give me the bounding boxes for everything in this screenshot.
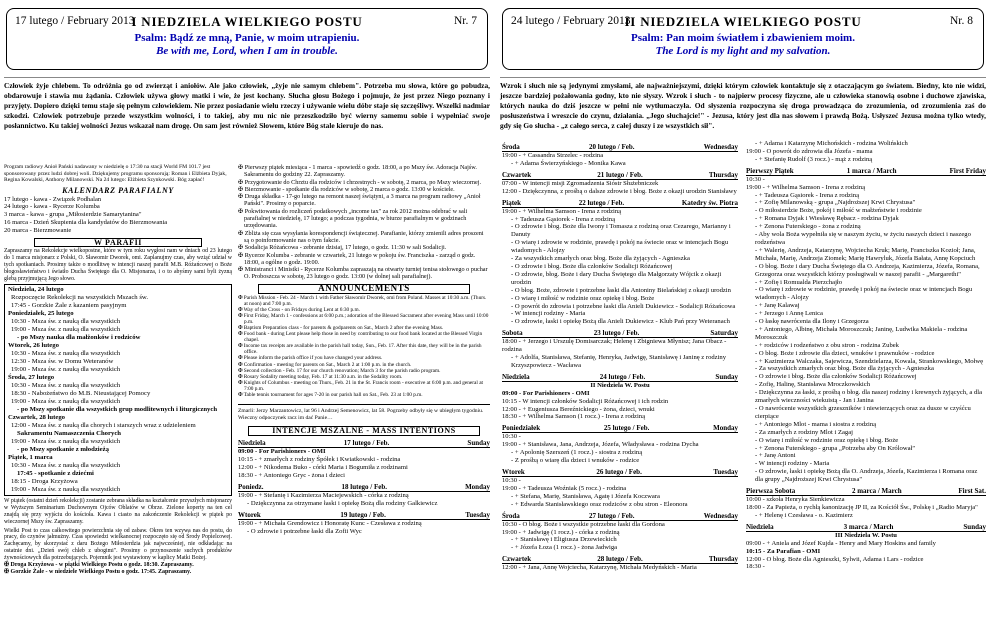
intention-day-row xyxy=(502,199,738,208)
schedule-day: Wtorek, 26 lutego xyxy=(8,342,59,350)
day-english: Wednesday xyxy=(703,143,738,151)
schedule-item: 18:15 - Droga Krzyżowa xyxy=(11,478,78,486)
calendar-item: 3 marca - kawa - grupa „Miłosierdzie Samarytanina" xyxy=(4,211,142,219)
intention-day-row xyxy=(746,487,986,496)
day-name: Niedziela xyxy=(238,438,266,447)
intention-item: - O zdrowie i błog. Boże dla członków Sodalicji Różańcowej xyxy=(511,262,673,270)
day-english: Monday xyxy=(465,482,490,491)
day-name: Czwartek xyxy=(502,555,532,564)
retreat-collection-note: W piątek (ostatni dzień rekolekcji) zostanie zebrana składka na kształcenie przyszłych misjonarzy w Wyższym Seminarium Duchownym Ojców Oblatów w Obrze. Zielone koperty na ten cel znajdą się przy wyjściu do kościoła. Kawa i ciasto na zakończenie Rekolekcji w piątek po wieczornej Mszy św. Zapraszamy. xyxy=(4,498,232,525)
intention-item: - + Antoniego Mlot - mama i siostra z rodziną xyxy=(755,420,877,428)
intention-item: - + Zofię Milanowską - grupa „Najdroższej Krwi Chrystusa" xyxy=(755,199,916,207)
left-column xyxy=(4,164,232,640)
schedule-highlight: 17:45 - spotkanie z dziećmi xyxy=(17,470,94,478)
intention-item: 18:30 - + Antoniego Gryc - żona i dzieci xyxy=(238,471,345,479)
intention-item: 19:00 - + Wilhelma Samson - Irena z rodziną xyxy=(746,183,866,191)
intention-item: 12:00 - + Nikodema Buko - córki Maria i Bogumiła z rodzinami xyxy=(238,463,408,471)
intention-item: 19:00 - + Michała Grendowicz i Honoratę Kunc - Czesława z rodziną xyxy=(238,519,422,527)
schedule-item: 12:00 - Msza św. z nauką dla chorych i starszych wraz z udzieleniem xyxy=(11,422,196,430)
announcement-item: ✠ Table tennis tournament for ages 7-20 in our parish hall on Sat., Feb. 23 at 1:00 p.m. xyxy=(238,392,423,399)
day-date: 3 marca / March xyxy=(843,522,894,531)
bulletin-header xyxy=(6,8,488,70)
intention-item: - O miłosierdzie Boże, pokój i miłość w małżeństwie i rodzinie xyxy=(755,207,922,215)
bulletin-header xyxy=(502,8,984,70)
intention-item: - + rodziców i rodzeństwo z obu stron - rodzina Zubek xyxy=(755,341,899,349)
day-english: First Friday xyxy=(949,166,986,175)
intention-day-row xyxy=(238,439,490,448)
announcement-item: ✠ Please inform the parish office if you have changed your address. xyxy=(238,355,383,362)
intention-day-row xyxy=(502,373,738,382)
psalm-english: Be with me, Lord, when I am in trouble. xyxy=(156,45,338,57)
schedule-day: Piątek, 1 marca xyxy=(8,454,53,462)
lent-devotions xyxy=(4,562,232,576)
announcement-item: ✠ Second collection - Feb. 17 for our church renovation; March 3 for the parish radio program. xyxy=(238,367,441,374)
schedule-highlight: - po Mszy spotkanie dla wszystkich grup modlitewnych i liturgicznych xyxy=(17,406,218,414)
day-name: Środa xyxy=(502,143,520,151)
intention-item: 10:30 - O błog. Boże i wszystkie potrzebne łaski dla Gordona xyxy=(502,520,665,528)
day-english: Saturday xyxy=(710,329,738,338)
intention-item: - + Edwarda Stanisławskiego oraz rodziców z obu stron - Eleonora xyxy=(511,500,688,508)
intention-item: - + Zofię i Romualda Pierzchajło xyxy=(755,278,843,286)
schedule-item: 10:30 - Msza św. z nauką dla wszystkich xyxy=(11,462,121,470)
announcements-list xyxy=(238,295,490,399)
intention-item: 12:00 - + Jana, Annę Wojciecha, Katarzynę, Michała Medyńskich - Maria xyxy=(502,564,697,572)
intention-item: - O błog. Boże, zdrowie i potrzebne łaski dla Antoniny Bielańskiej z okazji urodzin xyxy=(511,286,731,294)
intention-item: - + Janę Kalawaj xyxy=(755,302,800,310)
intention-item: - O wiarę i miłość w rodzinie oraz opiekę i błog. Boże xyxy=(511,294,655,302)
intention-item: - O zdrowie i potrzebne łaski dla Zofii Wyc xyxy=(247,527,362,535)
mass-intentions-column-a xyxy=(502,140,738,640)
day-name: Wtorek xyxy=(238,510,261,519)
psalm-english: The Lord is my light and my salvation. xyxy=(655,45,831,57)
right-column xyxy=(238,164,490,640)
intention-item: - + Janę Antoni xyxy=(755,452,796,460)
day-english: Tuesday xyxy=(465,510,490,519)
announcement-item: ✠ Bierzmowanie - spotkanie dla rodziców w sobotę, 2 marca o godz. 13:00 w kościele. xyxy=(238,185,455,193)
intention-item: 19:00 - + Jadwigę (1 rocz.) - córka z rodziną xyxy=(502,528,620,536)
intention-item: - O nawrócenie wszystkich grzeszników i niewierzących oraz za dusze w czyśćcu cierpiące xyxy=(755,405,971,420)
intention-item: - Aby wola Boża wypełniła się w naszym życiu, w życiu naszych dzieci i naszego rodzeństwa xyxy=(755,231,971,246)
intention-item: 10:15 - Za Parafian - OMI xyxy=(746,547,821,555)
deceased-note: Zmarli: Jerzy Marzantowicz, lat 96 i Andrzej Semenowicz, lat 58. Pogrzeby odbyły się w ubiegłym tygodniu. Wieczny odpoczynek racz im dać Panie… xyxy=(238,404,490,422)
devotion-item: ✠ Gorzkie Żale - w niedziele Wielkiego Postu o godz. 17:45. Zapraszamy. xyxy=(4,568,192,575)
intention-item: - O wiarę i miłość w rodzinie oraz opiekę i błog. Boże xyxy=(755,436,899,444)
intention-item: 10:15 - W intencji członków Sodalicji Różańcowej i ich rodzin xyxy=(502,397,669,405)
day-name: Piątek xyxy=(502,198,522,207)
polish-announcements xyxy=(238,164,490,281)
intention-item: 09:00 - For Parishioners - OMI xyxy=(238,447,326,455)
retreat-schedule xyxy=(4,284,232,496)
announcement-item: ✠ Rycerze Kolumba - zebranie w czwartek, 21 lutego w pokoju św. Franciszka - zarząd o godz. 18:00, a ogólne o godz. 19:00. xyxy=(238,251,476,266)
mass-intentions-list xyxy=(238,439,490,536)
announcement-item: ✠ Przygotowanie do Chrztu dla rodziców i chrzestnych - w sobotę, 2 marca, po Mszy wieczornej. xyxy=(238,178,481,186)
intention-item: - O wiarę i zdrowie w rodzinie, prawdę i pokój na świecie oraz w intencjach Bogu wiadomych - Alojzy xyxy=(511,239,729,255)
calendar-item: 16 marca - Dzień Skupienia dla kandydatów do Bierzmowania xyxy=(4,218,168,226)
bulletin-page-nr8 xyxy=(496,0,992,642)
calendar-item: 20 marca - Bierzmowanie xyxy=(4,226,72,234)
radio-program-note: Program radiowy Anioł Pański nadawany w niedzielę o 17:30 na stacji World FM 101.7 jest sponsorowany przez ludzi dobrej woli. Dziękujemy programu sponsorują: Roman i Elżbieta Dyjak, Regina Kowalski, Anthony Milanowski. Na 24 lutego: Elżbieta Szynkowski. Bóg zapłać! xyxy=(4,164,227,184)
intention-item: - + Józefa Łoza (1 rocz.) - żona Jadwiga xyxy=(511,544,618,552)
announcement-item: ✠ Rosary Sodality meeting today, Feb. 17 at 11:30 a.m. in the Sodality room. xyxy=(238,373,403,380)
intention-item: - O zdrowie, łaski i opiekę Bożą dla O. Andrzeja, Józefa, Kazimierza i Romana oraz dla grupy „Najdroższej Krwi Chrystusa" xyxy=(755,468,978,484)
bulletin-date: 24 lutego / February 2013 xyxy=(511,15,631,27)
intention-item: 10:30 - xyxy=(746,175,765,183)
day-english: Sunday xyxy=(963,522,986,531)
intention-item: - + Zenona Futerskiego - grupa „Potrzeba aby On Królował" xyxy=(755,444,916,452)
day-english: Wednesday xyxy=(703,511,738,520)
retreat-note: Zapraszamy na Rekolekcje wielkopostne, które w tym roku wygłosi nam w dniach od 23 lutego do 1 marca misjonarz z Polski, O. Sławomir Dworek, omi. Zaplanujmy czas, aby wziąć udział w tych spotkaniach. Prosimy także o modlitwę w intencji naszej parafii M.B. Różańcowej o Boże błogosławieństwo i światło Ducha Świętego dla O. Misjonarza, i o to abyśmy sami byli żyzną glebą przyjmującą Jego słowo. xyxy=(4,248,232,282)
day-name: Pierwsza Sobota xyxy=(746,487,796,496)
intention-item: - O błog. Boże i zdrowie dla dzieci, wnuków i prawnuków - rodzice xyxy=(755,349,935,357)
schedule-item: 18:30 - Nabożeństwo do M.B. Nieustającej Pomocy xyxy=(11,390,151,398)
day-date: 26 lutego / Feb. xyxy=(596,468,642,476)
intention-day-row xyxy=(502,329,738,338)
schedule-day: Poniedziałek, 25 lutego xyxy=(8,310,74,318)
intention-item: - + Adama Świerzyńskiego - Monika Kawa xyxy=(511,159,626,167)
intention-item: - + Tadeusza Gąsiorek - Irena z rodziną xyxy=(755,191,860,199)
schedule-item: 10:30 - Msza św. z nauką dla wszystkich xyxy=(11,382,121,390)
day-name: Poniedziałek xyxy=(502,424,541,433)
day-english: Sunday xyxy=(715,372,738,381)
intention-item: - O zdrowie i błog. Boże dla Iwony i Tomasza z rodziną oraz Cezarego, Marianny i Danuty xyxy=(511,223,731,239)
intention-item: - O wiarę i zdrowie w rodzinie, prawdę i pokój na świecie oraz w intencjach Bogu wiadomych - Alojzy xyxy=(755,286,973,302)
intention-item: 10:15 - + zmarłych z rodziny Śpółek i Kwiatkowski - rodzina xyxy=(238,455,401,463)
day-english: Sunday xyxy=(467,438,490,447)
day-date: 23 lutego / Feb. xyxy=(593,329,640,338)
intention-item: - + Apolonię Szerszeń (1 rocz.) - siostra z rodziną xyxy=(511,449,643,457)
intention-item: 18:30 - xyxy=(746,563,765,571)
day-name: Środa xyxy=(502,511,520,520)
parish-section-title: W PARAFII xyxy=(34,238,202,248)
intention-item: - Za zmarłych z rodziny Mlot i Zagaj xyxy=(755,428,853,436)
intention-item: - O zdrowie, błog. Boże i dary Ducha Świętego dla Małgorzaty Wójcik z okazji urodzin xyxy=(511,270,722,286)
intention-item: - Za wszystkich zmarłych oraz błog. Boże dla żyjących - Agnieszka xyxy=(755,365,934,373)
intention-item: - O zdrowie, łaski i opiekę Bożą dla Anieli Dukiewicz - Klub Pań przy Weteranach xyxy=(511,318,730,326)
intention-item: 09:00 - + Aniela and Józef Kujda - Henry and Mary Hoskins and family xyxy=(746,539,936,547)
intention-item: - W intencji rodziny - Maria xyxy=(755,460,830,468)
intention-day-row xyxy=(502,143,738,152)
schedule-day: Środa, 27 lutego xyxy=(8,374,55,382)
day-date: 17 lutego / Feb. xyxy=(343,438,390,447)
day-english: Thursday xyxy=(708,170,738,179)
schedule-item: 19:00 - Msza św. z nauką dla wszystkich xyxy=(11,486,121,494)
intention-day-row xyxy=(502,555,738,564)
day-date: 25 lutego / Feb. xyxy=(603,424,650,433)
intention-item: - Zofię, Halinę, Stanisława Mroczkowskich xyxy=(755,381,870,389)
intention-item: - O powrót do zdrowia i potrzebne łaski dla Anieli Dukiewicz - Sodalicji Różańcowa xyxy=(511,302,736,310)
intention-item: 10:30 - xyxy=(502,477,521,484)
day-date: 18 lutego / Feb. xyxy=(341,482,388,491)
announcement-item: ✠ Knights of Columbus - meeting on Thurs., Feb. 21 in the St. Francis room - executive at 6:00 p.m. and general at 7:00 p.m. xyxy=(238,379,484,392)
day-english: First Sat. xyxy=(958,487,986,496)
schedule-item: 10:30 - Msza św. z nauką dla wszystkich xyxy=(11,318,121,326)
intention-item: - + Antoniego, Albinę, Michała Moroszczuk; Janinę, Ludwika Makiela - rodzina Moroszczuk xyxy=(755,325,968,341)
intention-item: - + Adolfa, Stanisława, Stefanię, Henryka, Jadwigę, Stanisławę i Janinę z rodziny Krzyszpowiecz - Wacława xyxy=(511,354,727,369)
announcement-item: ✠ Parish Mission - Feb. 24 - March 1 with Father Sławomir Dworek, omi from Poland. Masses at 10:30 a.m. (Thurs. at noon) and 7:00 p.m. xyxy=(238,294,487,307)
intention-item: - Dziękczynna za łaski, z prośbą o błog. dla naszej rodziny i krewnych żyjących, a dla zmarłych wieczności wiekuistą - Jan i Janina xyxy=(755,389,983,405)
intention-item: - + Romana Dyjak i Wiesławę Rębacz - rodzina Dyjak xyxy=(755,215,899,223)
bulletin-date: 17 lutego / February 2013 xyxy=(15,15,135,27)
intention-item: 19:00 - + Stefanię i Kazimierza Maciejewskich - córka z rodziną xyxy=(238,491,409,499)
announcement-item: ✠ Food bank - during Lent please help those in need by contributing to our food bank located at the Blessed Virgin chapel. xyxy=(238,331,483,344)
calendar-item: 24 lutego - kawa - Rycerze Kolumba xyxy=(4,203,100,211)
announcement-item: ✠ Ministranci i Ministki - Rycerze Kolumba zapraszają na otwarty turniej tenisa stołowego o puchar O. Proboszcza w sobotę, 23 lutego o godz. 13:00 (w dolnej sali parafialnej). xyxy=(238,266,488,281)
intention-item: 10:00 - szkoła Henryka Sienkiewicza xyxy=(746,496,845,504)
intention-item: 12:00 - Dziękczynna, z prośbą o dalsze zdrowie i błog. Boże z okazji urodzin Stanisławy xyxy=(502,187,737,195)
intention-day-row xyxy=(238,483,490,492)
intention-item: 18:00 - + Jerzego i Urszulę Domisarczak; Helenę i Zbigniewa Młynisz; Jana Obacz - rodzina xyxy=(502,338,727,354)
schedule-item: 19:00 - Msza św. z nauką dla wszystkich xyxy=(11,438,121,446)
announcement-item: ✠ Pierwszy piątek miesiąca - 1 marca - spowiedź o godz. 18:00, a po Mszy św. Adoracja Najśw. Sakramentu do godziny 22. Zapraszamy. xyxy=(238,164,477,179)
intention-day-row xyxy=(502,468,738,477)
announcement-item: ✠ First Friday, March 1 - confessions at 6:00 p.m.; adoration of the Blessed Sacrament after evening Mass until 10:00 p.m. xyxy=(238,312,489,325)
day-english: Thursday xyxy=(708,555,738,564)
intention-item: 07:00 - W intencji misji Zgromadzenia Sióstr Służebniczek xyxy=(502,179,659,187)
day-name: Poniedz. xyxy=(238,482,264,491)
schedule-item: 10:30 - Msza św. z nauką dla wszystkich xyxy=(11,350,121,358)
schedule-item: 19:00 - Msza św. z nauką dla wszystkich xyxy=(11,326,121,334)
lent-note: Wielki Post to czas całkowitego powierzchnia się od zabaw. Okres ten wzywa nas do postu, do pracy, do czynów jałmużny. Czas spowiedzi wielkanocnej rozpoczęto się od Środy Popielcowej. Zachęcamy, by skorzystać z daru Bożego Miłosierdzia jak najwcześniej, nie odkładając na ostatnie dni. „Dzień swój chleb z ubogimi". Prosimy o przynoszenie suchych produktów żywnościowych dla potrzebujących. Pojemnik jest wystawiony w kaplicy Matki Bożej. xyxy=(4,527,232,561)
bulletin-title: I NIEDZIELA WIELKIEGO POSTU xyxy=(131,14,363,29)
day-date: 27 lutego / Feb. xyxy=(589,511,635,520)
day-date: 19 lutego / Feb. xyxy=(340,510,386,519)
schedule-highlight: - po Mszy nauka dla małżonków i rodziców xyxy=(17,334,141,342)
schedule-item: Rozpoczęcie Rekolekcji na wszystkich Mszach św. xyxy=(11,294,148,302)
intention-day-row xyxy=(502,512,738,521)
intention-item: 12:00 - + Eugeniusza Bereźnickiego - żona, dzieci, wnuki xyxy=(502,405,655,413)
bulletin-number: Nr. 7 xyxy=(454,15,477,27)
bulletin-title: II NIEDZIELA WIELKIEGO POSTU xyxy=(624,14,862,29)
intention-item: - O błog. Boże i dary Ducha Świętego dla O. Andrzeja, Kazimierza, Józefa, Romana, Grzegorza oraz wszystkich którzy posługiwali w naszej parafii - „Margarethi" xyxy=(755,262,980,278)
announcement-item: ✠ Baptism Preparation class - for parents & godparents on Sat., March 2 after the evening Mass. xyxy=(238,325,444,332)
intention-item: 12:00 - O błog. Boże dla Agnieszki, Sylwii, Adama i Lars - rodzice xyxy=(746,555,924,563)
announcement-item: ✠ Way of the Cross - on Fridays during Lent at 6:30 p.m. xyxy=(238,306,360,313)
day-date: 20 lutego / Feb. xyxy=(589,143,635,151)
intention-item: 19:00 - + Tadeusza Woźniak (5 rocz.) - rodzina xyxy=(502,484,627,492)
intention-item: - + Helenę i Czesława - o. Kazimierz xyxy=(755,511,853,519)
intention-item: - + Zenona Futerskiego - żona z rodziną xyxy=(755,223,861,231)
intention-item: - + Tadeusza Gąsiorek - Irena z rodziną xyxy=(511,215,616,223)
day-date: 24 lutego / Feb. xyxy=(599,372,646,381)
intention-item: - Z prośbą o wiarę dla dzieci i wnuków - rodzice xyxy=(511,457,640,465)
schedule-highlight: - po Mszy spotkanie z młodzieżą xyxy=(17,446,109,454)
intention-item: 19:00 - O powrót do zdrowia dla Józefa - mama xyxy=(746,147,873,155)
schedule-item: 19:00 - Msza św. z nauką dla wszystkich xyxy=(11,398,121,406)
intention-item: - W intencji rodziny - Maria xyxy=(511,310,586,318)
day-name: Czwartek xyxy=(502,170,532,179)
schedule-item: 19:00 - Msza św. z nauką dla wszystkich xyxy=(11,366,121,374)
day-date: 22 lutego / Feb. xyxy=(578,198,625,207)
liturgical-day: II Niedziela W. Postu xyxy=(590,381,650,389)
day-name: Niedziela xyxy=(502,372,530,381)
day-name: Sobota xyxy=(502,329,523,338)
intention-item: - + Jerzego i Annę Lenica xyxy=(755,310,823,318)
intention-item: 19:00 - + Stanisława, Jana, Andrzeja, Józefa, Władysława - rodzina Dycha xyxy=(502,441,699,449)
intention-item: - + Adama i Katarzynę Michońskich - rodzina Wolińskich xyxy=(755,140,908,147)
announcement-item: ✠ Zbliża się czas wysyłania korespondencji świątecznej. Parafianie, którzy zmienili adres proszeni są o poinformowanie nas o tym fakcie. xyxy=(238,229,484,244)
intention-item: 18:00 - Za Papieża, o rychłą kanonizację JP II, za Kościół Św., Polskę i „Radio Maryja" xyxy=(746,503,978,511)
intention-item: - O zdrowie i błog. Boże dla członków Sodalicji Różańcowej xyxy=(755,373,917,381)
day-date: 1 marca / March xyxy=(846,166,897,175)
announcement-item: ✠ Druga składka - 17-go lutego na remont naszej świątyni, a 3 marca na program radiowy „Anioł Pański". Prosimy o poparcie. xyxy=(238,193,481,208)
intention-day-row xyxy=(502,171,738,180)
schedule-day: Czwartek, 28 lutego xyxy=(8,414,66,422)
intention-day-row xyxy=(746,523,986,532)
announcement-item: ✠ Confirmation - meeting for parents on Sat., March 2 at 1:00 p.m. in the church. xyxy=(238,361,412,368)
intention-item: - O łaskę nawrócenia dla Ilony i Grzegorza xyxy=(755,318,869,326)
intention-day-row xyxy=(502,424,738,433)
calendar-title: KALENDARZ PARAFIALNY xyxy=(62,185,174,195)
intention-item: 18:30 - + Wilhelma Samson (1 rocz.) - Irena z rodziną xyxy=(502,413,646,421)
announcement-item: ✠ Sodalicja Różańcowa - zebranie dzisiaj, 17 lutego, o godz. 11:30 w sali Sodalicji. xyxy=(238,244,447,252)
day-date: 21 lutego / Feb. xyxy=(597,170,643,179)
intention-item: - Dziękczynna za otrzymane łaski i opiekę Bożą dla rodziny Galkiewicz xyxy=(247,499,438,507)
schedule-item: 17:45 - Gorzkie Żale z kazaniem pasyjnym xyxy=(11,302,127,310)
day-english: Monday xyxy=(713,424,738,433)
schedule-day: Niedziela, 24 lutego xyxy=(8,286,64,294)
day-english: Katedry św. Piotra xyxy=(681,198,738,207)
intention-item: - + Stefana, Marię, Stanisława, Agatę i Józefa Koczwara xyxy=(511,492,660,500)
mass-intentions-title: INTENCJE MSZALNE - MASS INTENTIONS xyxy=(248,426,480,436)
schedule-highlight: Sakramentu Namaszczenia Chorych xyxy=(17,430,122,438)
intention-item: - + Stanisławę i Eligiusza Drzewieckich xyxy=(511,536,617,544)
intention-item: 10:30 - xyxy=(502,433,521,441)
day-name: Niedziela xyxy=(746,522,774,531)
intention-item: - + Walerię, Andrzeja, Katarzynę, Wojciecha Kruk; Marię, Franciszka Kozioł; Jana, Michała, Marię, Andrzeja Ziomek; Marię Hawryluk, Józefa Bałata, Annę Kopciuch xyxy=(755,246,976,262)
liturgical-day: III Niedziela W. Postu xyxy=(835,531,897,539)
intention-item: 19:00 - + Cassandra Strzelec - rodzina xyxy=(502,152,604,159)
calendar-item: 17 lutego - kawa - Związek Podhalan xyxy=(4,195,102,203)
intention-item: - Za wszystkich zmarłych oraz błog. Boże dla żyjących - Agnieszka xyxy=(511,255,690,263)
announcements-title: ANNOUNCEMENTS xyxy=(258,284,470,294)
day-date: 2 marca / March xyxy=(851,487,902,496)
day-date: 28 lutego / Feb. xyxy=(597,555,643,564)
psalm-polish: Psalm: Pan moim światłem i zbawieniem moim. xyxy=(631,32,855,44)
devotion-item: ✠ Droga Krzyżowa - w piątki Wielkiego Postu o godz. 18:30. Zapraszamy. xyxy=(4,561,194,568)
intention-item: - + Stefanię Rudolf (3 rocz.) - mąż z rodziną xyxy=(755,155,873,163)
intention-item: 09:00 - For Parishioners - OMI xyxy=(502,389,590,397)
psalm-polish: Psalm: Bądź ze mną, Panie, w moim utrapieniu. xyxy=(134,32,360,44)
announcement-item: ✠ Pokwitowania do rozliczeń podatkowych „income tax" za rok 2012 można odebrać w sali parafialnej w niedzielę, 17 lutego; a podczas tygodnia, w biurze parafialnym w godzinach urzędowania. xyxy=(238,207,468,230)
mass-intentions-column-b xyxy=(746,140,986,640)
day-name: Wtorek xyxy=(502,468,525,476)
calendar-list xyxy=(4,196,232,235)
intention-item: 19:00 - + Wilhelma Samson - Irena z rodziną xyxy=(502,207,622,215)
announcement-item: ✠ Income tax receipts are available in the parish hall today, Sun., Feb. 17. After this date, they will be in the parish office. xyxy=(238,343,482,356)
intro-reflection: Człowiek żyje chlebem. To odróżnia go od zwierząt i aniołów. Ale jako człowiek, „żyje nie samym chlebem". Potrzeba mu słowa, które go pobudza, obdarowuje i stawia mu żądania. Człowiek używa głowy matki i wie, że jest kochany. Słucha głosu Bożego i pojmuje, że jest przez Niego poznany i przyjęty. Dopiero dzięki temu staje się pełnym człowiekiem. Nie przez posiadanie wielu rzeczy i używanie wielu dóbr staje się szczęśliwy. Wszelki nadmiar szkodzi. Człowiek potrzebuje przede wszystkim wolności, i to takiej, aby mu nic nie przeszkodziło być wierny samemu sobie i wypełniać swoje posłannictwo. Ku takiej wolności Jezus wskazał nam drogę. On sam jest również Słowem, które Bóg stale kieruje do nas. xyxy=(4,77,490,131)
intention-day-row xyxy=(238,511,490,520)
bulletin-number: Nr. 8 xyxy=(950,15,973,27)
intention-day-row xyxy=(746,167,986,176)
day-english: Tuesday xyxy=(713,468,738,476)
day-name: Pierwszy Piątek xyxy=(746,166,794,175)
intro-reflection: Wzrok i słuch nie są jedynymi zmysłami, ale najważniejszymi, dzięki którym człowiek kontaktuje się z otaczającym go światem. Biedny, kto nie widzi, jeszcze bardziej pożałowania godny, kto nie słyszy. Wzrok i słuch - to najpierw procesy fizyczne, ale u człowieka stanowią osobne i duchowe zjawiska, których nauka do dziś jeszcze w pełni nie wytłumaczyła. Od słyszenia rozpoczyna się droga prowadząca do zrozumienia, od zrozumienia zaś do posłuszeństwa i wreszcie do czynu, działania. „Jego słuchajcie!" - Jezusa, który jest dla nas słowem i prawdą Bożą. Usłyszeć Jezusa można tylko wtedy, gdy się Go słucha - „z całego serca, z całej duszy i ze wszystkich sił". xyxy=(500,77,986,131)
schedule-item: 12:30 - Msza św. w Domu Weteranów xyxy=(11,358,114,366)
intention-item: - + Kazimierza Walczaka, Sajewicza, Szendzielarza, Kowala, Strankowskiego, Mołwę xyxy=(755,357,984,365)
